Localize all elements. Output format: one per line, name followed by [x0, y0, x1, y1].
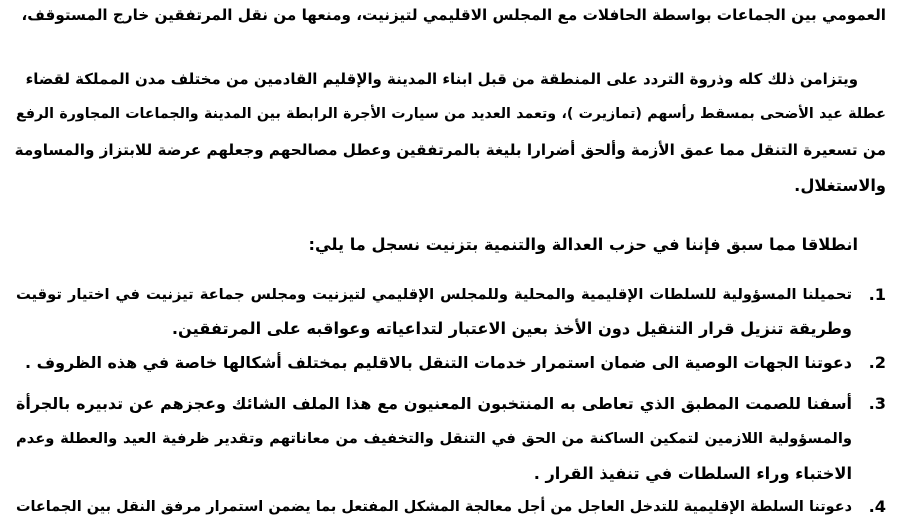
list-item-4-line-1: دعوتنا السلطة الإقليمية للتدخل العاجل من أجل معالجة المشكل المفتعل بما يضمن استمرار مرفق النقل بين الجماعات — [16, 499, 852, 515]
list-item-1-line-1: تحميلنا المسؤولية للسلطات الإقليمية والمحلية وللمجلس الإقليمي لتيزنيت ومجلس جماعة تيزنيت في اختيار توقيت — [16, 286, 852, 303]
list-item-2-line-1: دعوتنا الجهات الوصية الى ضمان استمرار خدمات التنقل بالاقليم بمختلف أشكالها خاصة في هذه الظروف . — [25, 353, 852, 372]
list-item-1-line-2: وطريقة تنزيل قرار التنقيل دون الأخذ بعين الاعتبار لتداعياته وعواقبه على المرتفقين. — [171, 319, 852, 338]
paragraph-2-line-4: والاستغلال. — [794, 176, 886, 195]
paragraph-2-line-1: ويتزامن ذلك كله وذروة التردد على المنطقة من قبل ابناء المدينة والإقليم القادمين من مختلف مدن المملكة لقضاء — [25, 70, 858, 88]
list-item-3-line-1: أسفنا للصمت المطبق الذي تعاطى به المنتخبون المعنيون مع هذا الملف الشائك وعجزهم عن تدبيره بالجرأة — [16, 394, 852, 413]
list-item-number: 1. — [868, 285, 886, 304]
paragraph-1-line-1: العمومي بين الجماعات بواسطة الحافلات مع المجلس الاقليمي لتيزنيت، ومنعها من نقل المرتفقين خارج المستوقف، — [21, 6, 886, 24]
paragraph-2-line-2: عطلة عيد الأضحى بمسقط رأسهم (تمازيرت )، وتعمد العديد من سيارت الأجرة الرابطة بين المدينة والجماعات المجاورة الرفع — [16, 106, 886, 122]
list-item-number: 3. — [868, 394, 886, 413]
list-item-3-line-2: والمسؤولية اللازمين لتمكين الساكنة من الحق في التنقل والتخفيف من معاناتهم وتقدير ظرفية العيد والعطلة وعدم — [16, 430, 852, 447]
list-item-number: 4. — [868, 497, 886, 516]
paragraph-2-line-3: من تسعيرة التنقل مما عمق الأزمة وألحق أضرارا بليغة بالمرتفقين وعطل مصالحهم وجعلهم عرضة للابتزاز والمساومة — [14, 141, 886, 159]
list-item-3-line-3: الاختباء وراء السلطات في تنفيذ القرار . — [533, 464, 852, 483]
intro-statement: انطلاقا مما سبق فإننا في حزب العدالة والتنمية بتزنيت نسجل ما يلي: — [308, 235, 858, 254]
list-item-number: 2. — [868, 353, 886, 372]
